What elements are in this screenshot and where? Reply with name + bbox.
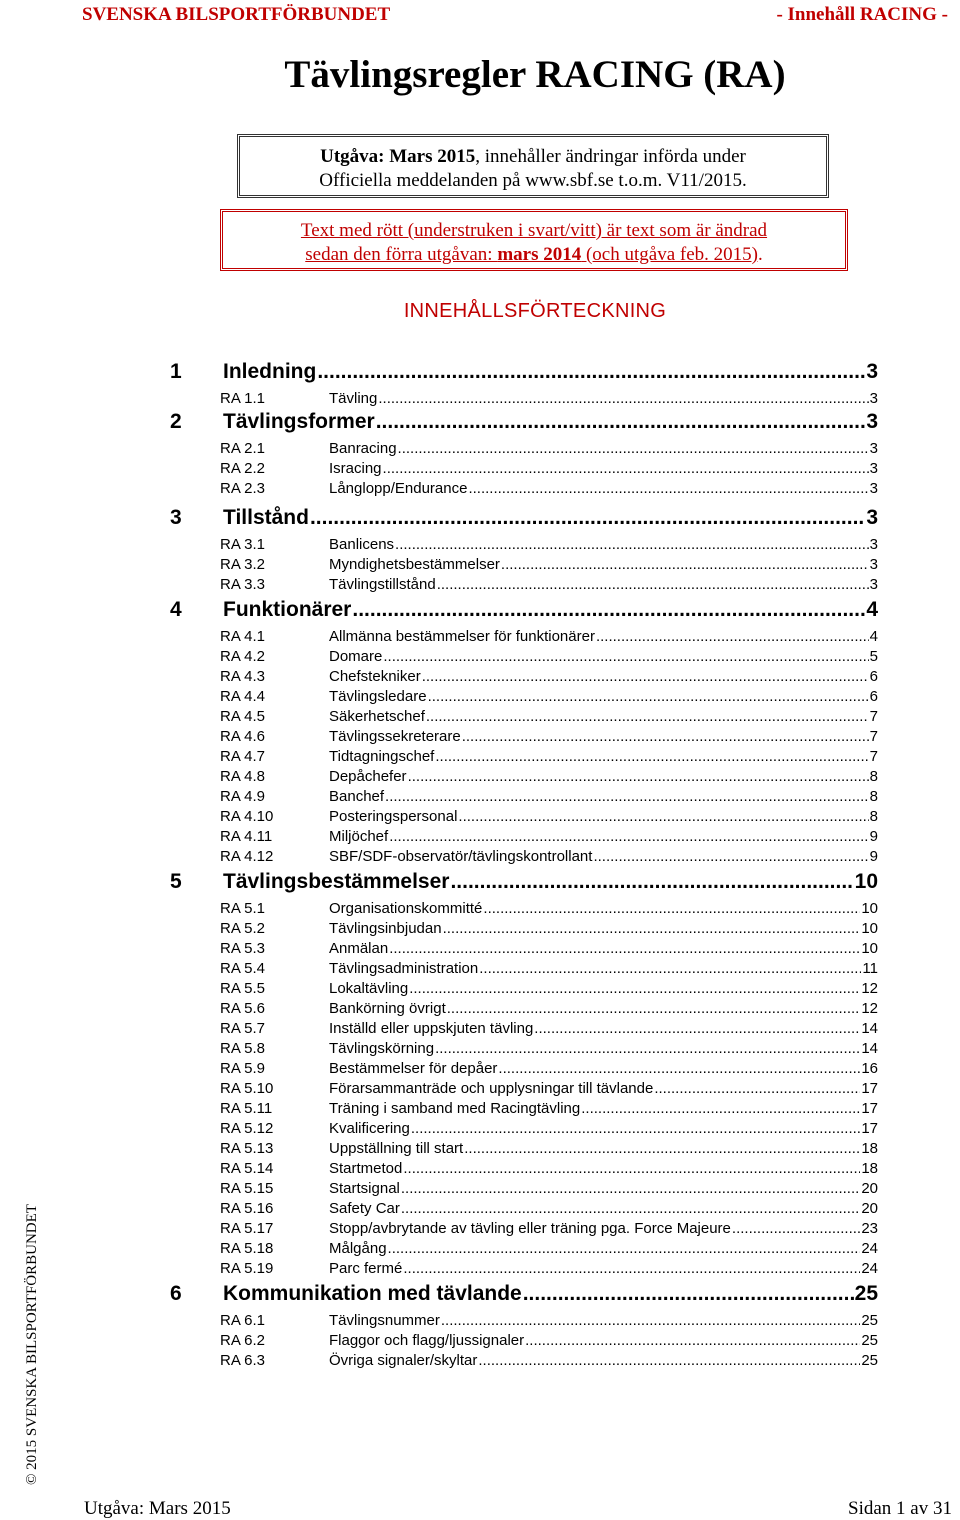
toc-entry-page: 4 bbox=[866, 598, 878, 621]
toc-entry-number: RA 5.11 bbox=[220, 1100, 273, 1117]
toc-heading: INNEHÅLLSFÖRTECKNING bbox=[403, 300, 667, 322]
toc-entry-number: RA 5.13 bbox=[220, 1140, 274, 1157]
toc-entry-page: 25 bbox=[861, 1332, 878, 1349]
toc-entry-title: Säkerhetschef bbox=[329, 708, 425, 725]
toc-entry-number: RA 4.3 bbox=[220, 668, 266, 685]
toc-subsection-row[interactable] bbox=[220, 1160, 878, 1180]
toc-entry-page: 18 bbox=[861, 1140, 878, 1157]
toc-entry-page: 3 bbox=[866, 506, 878, 529]
toc-subsection-row[interactable] bbox=[220, 1120, 878, 1140]
toc-dot-leader bbox=[389, 828, 868, 845]
toc-entry-number: RA 4.2 bbox=[220, 648, 266, 665]
toc-entry-number: RA 4.9 bbox=[220, 788, 266, 805]
toc-dot-leader bbox=[498, 1060, 860, 1077]
toc-entry-page: 10 bbox=[854, 870, 878, 893]
toc-entry-number: RA 5.14 bbox=[220, 1160, 274, 1177]
toc-entry-title: Depåchefer bbox=[329, 768, 407, 785]
toc-entry-title: Funktionärer bbox=[223, 598, 352, 621]
toc-subsection-row[interactable] bbox=[220, 460, 878, 480]
toc-entry-number: RA 4.4 bbox=[220, 688, 266, 705]
toc-dot-leader bbox=[435, 748, 868, 765]
toc-entry-page: 10 bbox=[861, 940, 878, 957]
toc-entry-page: 3 bbox=[869, 556, 878, 573]
toc-entry-number: RA 5.5 bbox=[220, 980, 266, 997]
toc-subsection-row[interactable] bbox=[220, 1352, 878, 1372]
toc-entry-title: Stopp/avbrytande av tävling eller träning pga. Force Majeure bbox=[329, 1220, 731, 1237]
toc-subsection-row[interactable] bbox=[220, 440, 878, 460]
toc-entry-number: RA 6.3 bbox=[220, 1352, 266, 1369]
toc-entry-page: 3 bbox=[866, 410, 878, 433]
toc-dot-leader bbox=[411, 1120, 860, 1137]
toc-entry-page: 24 bbox=[861, 1240, 878, 1257]
header-organization: SVENSKA BILSPORTFÖRBUNDET bbox=[82, 4, 391, 25]
toc-entry-title: Tävlingskörning bbox=[329, 1040, 435, 1057]
toc-entry-title: Långlopp/Endurance bbox=[329, 480, 468, 497]
toc-subsection-row[interactable] bbox=[220, 920, 878, 940]
toc-dot-leader bbox=[525, 1332, 860, 1349]
toc-subsection-row[interactable] bbox=[220, 1140, 878, 1160]
toc-entry-title: Förarsammanträde och upplysningar till tävlande bbox=[329, 1080, 654, 1097]
toc-dot-leader bbox=[389, 940, 860, 957]
toc-entry-title: Tävlingssekreterare bbox=[329, 728, 461, 745]
toc-entry-page: 3 bbox=[869, 576, 878, 593]
toc-subsection-row[interactable] bbox=[220, 688, 878, 708]
toc-entry-page: 25 bbox=[861, 1352, 878, 1369]
toc-entry-page: 7 bbox=[869, 708, 878, 725]
toc-dot-leader bbox=[458, 808, 868, 825]
toc-entry-page: 14 bbox=[861, 1040, 878, 1057]
toc-dot-leader bbox=[732, 1220, 860, 1237]
toc-subsection-row[interactable] bbox=[220, 980, 878, 1000]
toc-dot-leader bbox=[523, 1282, 854, 1306]
toc-dot-leader bbox=[422, 668, 869, 685]
toc-entry-number: RA 5.18 bbox=[220, 1240, 274, 1257]
toc-entry-title: Miljöchef bbox=[329, 828, 389, 845]
toc-entry-number: RA 2.3 bbox=[220, 480, 266, 497]
toc-entry-title: Lokaltävling bbox=[329, 980, 409, 997]
toc-entry-title: Allmänna bestämmelser för funktionärer bbox=[329, 628, 595, 645]
toc-dot-leader bbox=[581, 1100, 860, 1117]
toc-entry-number: RA 4.12 bbox=[220, 848, 274, 865]
toc-entry-title: Målgång bbox=[329, 1240, 387, 1257]
toc-entry-title: Flaggor och flagg/ljussignaler bbox=[329, 1332, 525, 1349]
toc-entry-title: Kommunikation med tävlande bbox=[223, 1282, 522, 1305]
toc-entry-page: 12 bbox=[861, 1000, 878, 1017]
toc-dot-leader bbox=[593, 848, 868, 865]
toc-dot-leader bbox=[408, 768, 869, 785]
toc-entry-title: Uppställning till start bbox=[329, 1140, 464, 1157]
toc-dot-leader bbox=[317, 360, 865, 384]
toc-entry-number: RA 4.8 bbox=[220, 768, 266, 785]
toc-subsection-row[interactable] bbox=[220, 1332, 878, 1352]
toc-entry-number: RA 5.9 bbox=[220, 1060, 266, 1077]
toc-entry-title: Isracing bbox=[329, 460, 382, 477]
toc-dot-leader bbox=[385, 788, 869, 805]
edition-line-1-rest: , innehåller ändringar införda under bbox=[475, 146, 746, 167]
toc-entry-title: Safety Car bbox=[329, 1200, 400, 1217]
toc-dot-leader bbox=[462, 728, 869, 745]
toc-dot-leader bbox=[401, 1200, 860, 1217]
toc-entry-page: 17 bbox=[861, 1100, 878, 1117]
toc-entry-number: RA 5.3 bbox=[220, 940, 266, 957]
toc-subsection-row[interactable] bbox=[220, 728, 878, 748]
toc-subsection-row[interactable] bbox=[220, 1260, 878, 1280]
toc-section-row[interactable] bbox=[170, 1282, 878, 1310]
toc-entry-number: RA 5.10 bbox=[220, 1080, 274, 1097]
toc-subsection-row[interactable] bbox=[220, 668, 878, 688]
toc-dot-leader bbox=[403, 1160, 860, 1177]
toc-subsection-row[interactable] bbox=[220, 556, 878, 576]
change-notice-text-a: sedan den förra utgåvan: bbox=[305, 244, 498, 265]
toc-entry-title: Tävlingsformer bbox=[223, 410, 375, 433]
toc-entry-page: 8 bbox=[869, 808, 878, 825]
toc-subsection-row[interactable] bbox=[220, 1100, 878, 1120]
toc-dot-leader bbox=[388, 1240, 861, 1257]
toc-entry-number: RA 5.17 bbox=[220, 1220, 274, 1237]
footer-page-number: Sidan 1 av 31 bbox=[848, 1498, 952, 1519]
toc-entry-page: 25 bbox=[854, 1282, 878, 1305]
toc-entry-page: 5 bbox=[869, 648, 878, 665]
toc-entry-page: 8 bbox=[869, 788, 878, 805]
toc-entry-title: Tävlingsledare bbox=[329, 688, 427, 705]
toc-subsection-row[interactable] bbox=[220, 788, 878, 808]
toc-entry-title: Tävlingsbestämmelser bbox=[223, 870, 450, 893]
toc-entry-title: Startsignal bbox=[329, 1180, 400, 1197]
toc-dot-leader bbox=[426, 708, 869, 725]
toc-entry-title: Startmetod bbox=[329, 1160, 403, 1177]
change-notice-line-2 bbox=[223, 243, 845, 267]
change-notice-box bbox=[220, 209, 848, 271]
toc-entry-title: Anmälan bbox=[329, 940, 389, 957]
toc-dot-leader bbox=[501, 556, 869, 573]
toc-entry-page: 16 bbox=[861, 1060, 878, 1077]
toc-entry-page: 18 bbox=[861, 1160, 878, 1177]
toc-subsection-row[interactable] bbox=[220, 748, 878, 768]
toc-dot-leader bbox=[403, 1260, 860, 1277]
toc-section-row[interactable] bbox=[170, 870, 878, 898]
toc-entry-page: 24 bbox=[861, 1260, 878, 1277]
toc-entry-page: 25 bbox=[861, 1312, 878, 1329]
toc-entry-number: 4 bbox=[170, 598, 182, 621]
change-notice-text-b: (och utgåva feb. 2015) bbox=[581, 244, 758, 265]
change-notice-line-1: Text med rött (understruken i svart/vitt) är text som är ändrad bbox=[300, 220, 768, 241]
toc-entry-title: Chefstekniker bbox=[329, 668, 421, 685]
toc-entry-page: 10 bbox=[861, 900, 878, 917]
edition-line-1 bbox=[240, 145, 826, 169]
toc-entry-number: RA 2.2 bbox=[220, 460, 266, 477]
toc-entry-page: 9 bbox=[869, 848, 878, 865]
toc-entry-number: RA 5.1 bbox=[220, 900, 266, 917]
edition-line-2: Officiella meddelanden på www.sbf.se t.o.m. V11/2015. bbox=[319, 170, 747, 191]
toc-entry-page: 3 bbox=[869, 480, 878, 497]
toc-dot-leader bbox=[483, 900, 860, 917]
toc-entry-number: RA 5.6 bbox=[220, 1000, 266, 1017]
toc-entry-page: 7 bbox=[869, 728, 878, 745]
toc-entry-page: 20 bbox=[861, 1180, 878, 1197]
toc-subsection-row[interactable] bbox=[220, 648, 878, 668]
toc-entry-title: Banchef bbox=[329, 788, 385, 805]
toc-entry-title: Tävling bbox=[329, 390, 378, 407]
toc-entry-title: Organisationskommitté bbox=[329, 900, 483, 917]
copyright-side-text: © 2015 SVENSKA BILSPORTFÖRBUNDET bbox=[24, 1204, 40, 1485]
toc-dot-leader bbox=[398, 440, 869, 457]
toc-entry-number: RA 4.11 bbox=[220, 828, 273, 845]
toc-dot-leader bbox=[464, 1140, 860, 1157]
toc-subsection-row[interactable] bbox=[220, 1220, 878, 1240]
edition-box bbox=[237, 134, 829, 198]
toc-entry-page: 9 bbox=[869, 828, 878, 845]
toc-entry-page: 3 bbox=[869, 460, 878, 477]
toc-subsection-row[interactable] bbox=[220, 480, 878, 500]
toc-subsection-row[interactable] bbox=[220, 828, 878, 848]
footer-edition: Utgåva: Mars 2015 bbox=[84, 1498, 231, 1519]
toc-dot-leader bbox=[383, 460, 869, 477]
toc-entry-number: RA 5.8 bbox=[220, 1040, 266, 1057]
toc-subsection-row[interactable] bbox=[220, 1080, 878, 1100]
toc-dot-leader bbox=[378, 390, 868, 407]
toc-entry-page: 6 bbox=[869, 668, 878, 685]
toc-dot-leader bbox=[352, 598, 865, 622]
toc-entry-title: Banlicens bbox=[329, 536, 395, 553]
toc-subsection-row[interactable] bbox=[220, 1060, 878, 1080]
toc-entry-page: 11 bbox=[862, 960, 878, 977]
toc-dot-leader bbox=[376, 410, 866, 434]
toc-dot-leader bbox=[428, 688, 869, 705]
toc-entry-number: RA 5.19 bbox=[220, 1260, 274, 1277]
toc-entry-page: 14 bbox=[861, 1020, 878, 1037]
toc-dot-leader bbox=[437, 576, 869, 593]
toc-entry-title: Träning i samband med Racingtävling bbox=[329, 1100, 581, 1117]
toc-entry-title: Bestämmelser för depåer bbox=[329, 1060, 498, 1077]
toc-entry-title: SBF/SDF-observatör/tävlingskontrollant bbox=[329, 848, 593, 865]
toc-subsection-row[interactable] bbox=[220, 576, 878, 596]
toc-subsection-row[interactable] bbox=[220, 708, 878, 728]
toc-entry-page: 3 bbox=[869, 536, 878, 553]
toc-entry-number: RA 4.6 bbox=[220, 728, 266, 745]
toc-subsection-row[interactable] bbox=[220, 1040, 878, 1060]
toc-section-row[interactable] bbox=[170, 360, 878, 388]
edition-date: Utgåva: Mars 2015 bbox=[320, 146, 476, 167]
toc-dot-leader bbox=[395, 536, 869, 553]
toc-entry-number: RA 5.16 bbox=[220, 1200, 274, 1217]
toc-entry-number: 3 bbox=[170, 506, 182, 529]
toc-entry-page: 17 bbox=[861, 1120, 878, 1137]
toc-entry-number: RA 1.1 bbox=[220, 390, 266, 407]
toc-entry-number: RA 3.1 bbox=[220, 536, 266, 553]
toc-entry-title: Posteringspersonal bbox=[329, 808, 458, 825]
toc-entry-page: 12 bbox=[861, 980, 878, 997]
toc-entry-number: RA 5.15 bbox=[220, 1180, 274, 1197]
toc-entry-number: RA 4.7 bbox=[220, 748, 266, 765]
toc-entry-page: 3 bbox=[869, 390, 878, 407]
toc-entry-title: Banracing bbox=[329, 440, 397, 457]
toc-entry-number: RA 4.1 bbox=[220, 628, 266, 645]
toc-subsection-row[interactable] bbox=[220, 808, 878, 828]
change-notice-end: . bbox=[757, 244, 763, 265]
toc-entry-page: 4 bbox=[869, 628, 878, 645]
toc-dot-leader bbox=[441, 1312, 860, 1329]
toc-entry-page: 7 bbox=[869, 748, 878, 765]
page-title: Tävlingsregler RACING (RA) bbox=[284, 53, 786, 96]
toc-subsection-row[interactable] bbox=[220, 628, 878, 648]
toc-section-row[interactable] bbox=[170, 598, 878, 626]
toc-section-row[interactable] bbox=[170, 410, 878, 438]
toc-entry-number: RA 5.4 bbox=[220, 960, 266, 977]
toc-subsection-row[interactable] bbox=[220, 940, 878, 960]
toc-dot-leader bbox=[409, 980, 860, 997]
toc-dot-leader bbox=[435, 1040, 860, 1057]
toc-entry-title: Kvalificering bbox=[329, 1120, 410, 1137]
toc-entry-title: Tävlingsnummer bbox=[329, 1312, 440, 1329]
toc-dot-leader bbox=[401, 1180, 860, 1197]
toc-subsection-row[interactable] bbox=[220, 1000, 878, 1020]
toc-dot-leader bbox=[596, 628, 869, 645]
toc-entry-page: 23 bbox=[861, 1220, 878, 1237]
change-notice-bold: mars 2014 bbox=[497, 244, 582, 265]
toc-subsection-row[interactable] bbox=[220, 848, 878, 868]
header-section: - Innehåll RACING - bbox=[776, 4, 948, 25]
toc-entry-title: Övriga signaler/skyltar bbox=[329, 1352, 478, 1369]
toc-subsection-row[interactable] bbox=[220, 390, 878, 410]
toc-dot-leader bbox=[443, 920, 861, 937]
toc-subsection-row[interactable] bbox=[220, 536, 878, 556]
toc-entry-page: 8 bbox=[869, 768, 878, 785]
toc-entry-title: Tävlingstillstånd bbox=[329, 576, 436, 593]
toc-subsection-row[interactable] bbox=[220, 1180, 878, 1200]
toc-subsection-row[interactable] bbox=[220, 1240, 878, 1260]
toc-entry-number: 2 bbox=[170, 410, 182, 433]
toc-entry-title: Bankörning övrigt bbox=[329, 1000, 446, 1017]
toc-entry-page: 3 bbox=[866, 360, 878, 383]
toc-entry-number: RA 5.2 bbox=[220, 920, 266, 937]
toc-dot-leader bbox=[447, 1000, 861, 1017]
toc-entry-page: 20 bbox=[861, 1200, 878, 1217]
toc-section-row[interactable] bbox=[170, 506, 878, 534]
toc-subsection-row[interactable] bbox=[220, 900, 878, 920]
toc-subsection-row[interactable] bbox=[220, 768, 878, 788]
toc-subsection-row[interactable] bbox=[220, 1020, 878, 1040]
toc-dot-leader bbox=[478, 1352, 860, 1369]
toc-entry-page: 3 bbox=[869, 440, 878, 457]
toc-entry-title: Inställd eller uppskjuten tävling bbox=[329, 1020, 534, 1037]
toc-dot-leader bbox=[654, 1080, 860, 1097]
toc-entry-number: RA 4.10 bbox=[220, 808, 274, 825]
toc-entry-number: RA 5.12 bbox=[220, 1120, 274, 1137]
toc-entry-number: RA 2.1 bbox=[220, 440, 266, 457]
toc-entry-number: 5 bbox=[170, 870, 182, 893]
toc-entry-title: Tidtagningschef bbox=[329, 748, 435, 765]
toc-subsection-row[interactable] bbox=[220, 960, 878, 980]
toc-entry-number: RA 3.2 bbox=[220, 556, 266, 573]
toc-dot-leader bbox=[468, 480, 868, 497]
toc-entry-number: RA 3.3 bbox=[220, 576, 266, 593]
toc-dot-leader bbox=[310, 506, 865, 530]
toc-subsection-row[interactable] bbox=[220, 1312, 878, 1332]
toc-dot-leader bbox=[450, 870, 853, 894]
toc-entry-number: RA 4.5 bbox=[220, 708, 266, 725]
toc-entry-number: RA 5.7 bbox=[220, 1020, 266, 1037]
toc-subsection-row[interactable] bbox=[220, 1200, 878, 1220]
toc-entry-number: 1 bbox=[170, 360, 182, 383]
toc-dot-leader bbox=[383, 648, 868, 665]
toc-entry-title: Myndighetsbestämmelser bbox=[329, 556, 500, 573]
toc-entry-number: RA 6.1 bbox=[220, 1312, 266, 1329]
toc-entry-title: Tävlingsinbjudan bbox=[329, 920, 442, 937]
toc-entry-page: 17 bbox=[861, 1080, 878, 1097]
toc-entry-title: Tillstånd bbox=[223, 506, 309, 529]
toc-entry-title: Domare bbox=[329, 648, 383, 665]
toc-entry-page: 10 bbox=[861, 920, 878, 937]
toc-dot-leader bbox=[534, 1020, 860, 1037]
toc-entry-title: Tävlingsadministration bbox=[329, 960, 479, 977]
toc-entry-number: RA 6.2 bbox=[220, 1332, 266, 1349]
toc-entry-title: Inledning bbox=[223, 360, 317, 383]
toc-entry-number: 6 bbox=[170, 1282, 182, 1305]
toc-entry-title: Parc fermé bbox=[329, 1260, 403, 1277]
toc-entry-page: 6 bbox=[869, 688, 878, 705]
toc-dot-leader bbox=[479, 960, 861, 977]
